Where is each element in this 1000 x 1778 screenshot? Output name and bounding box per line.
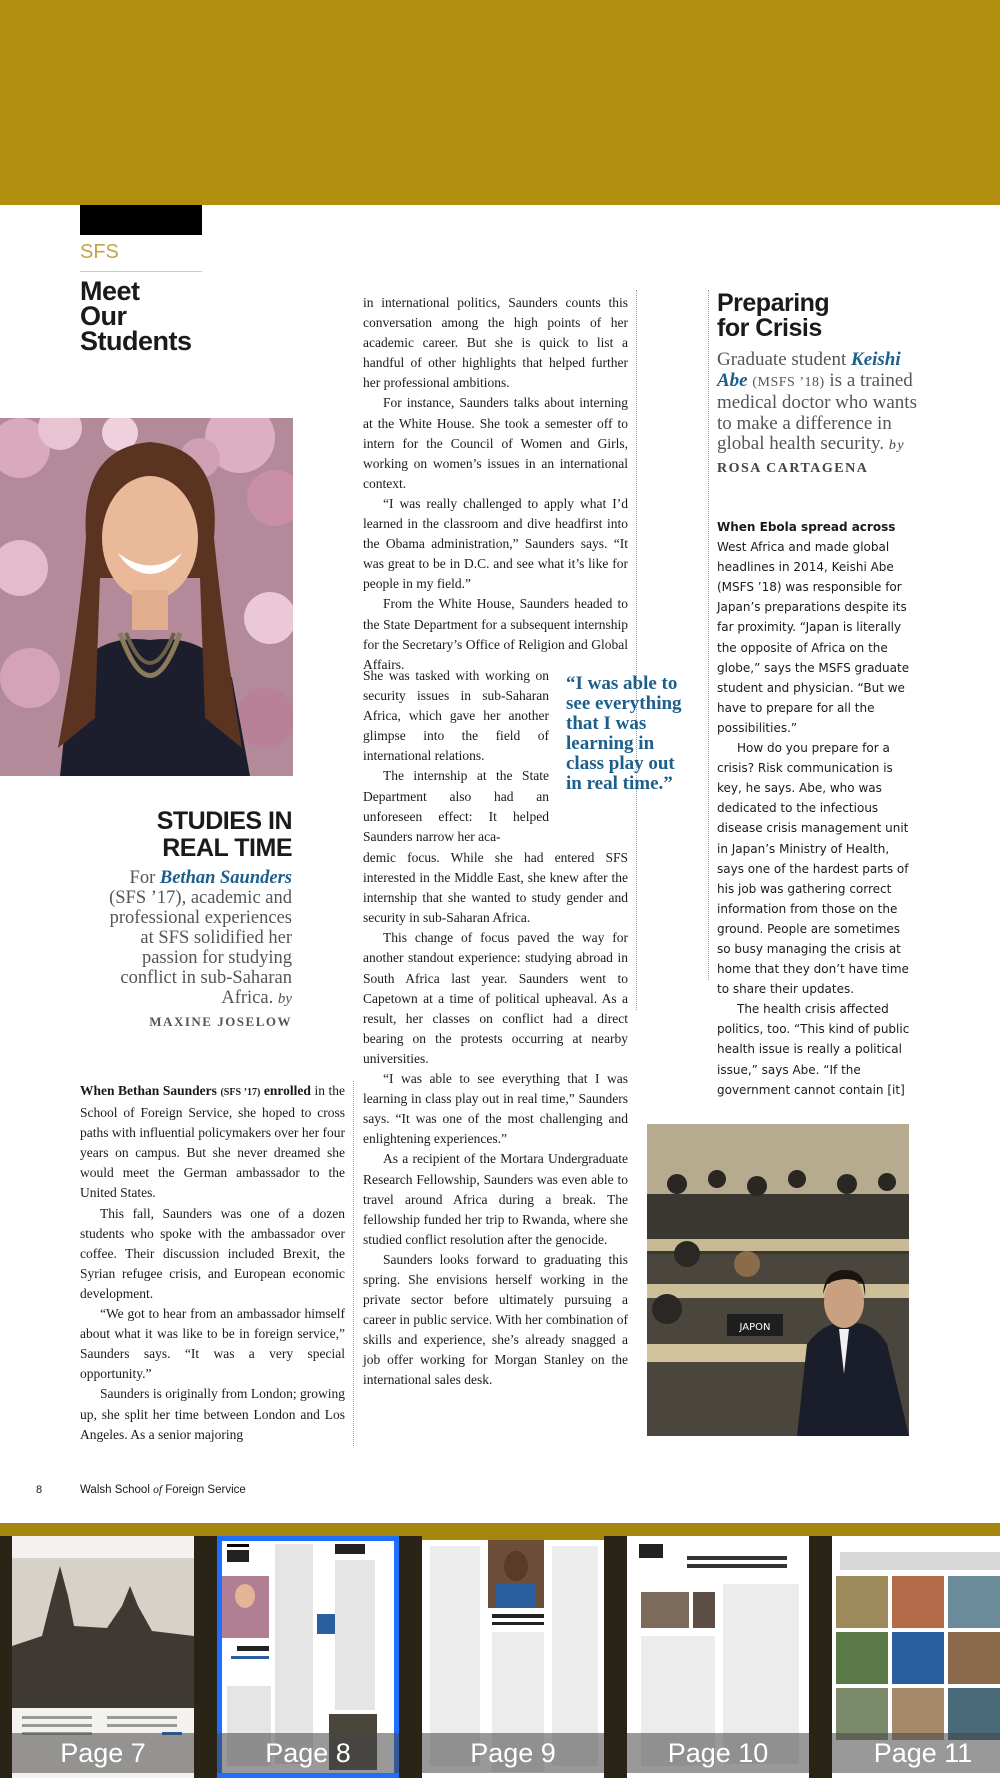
thumbnail-page-11[interactable] (832, 1536, 1000, 1778)
deck-text: (SFS ’17), academic and professional experiences at SFS solidified her passion for studying conflict in sub-Saharan Africa. (109, 888, 292, 1008)
lead-in: When Ebola spread across (717, 520, 896, 534)
thumbnail-page-7[interactable] (12, 1536, 194, 1778)
column-rule (708, 290, 709, 980)
thumbnail-label: Page 10 (627, 1733, 809, 1773)
body-paragraph: When Ebola spread across West Africa and made global headlines in 2014, Keishi Abe (MSFS ’18) was responsible for Japan’s preparations despite its far proximity. “Japan is literally the opposite of Africa on the globe,” says the MSFS graduate student and physician. “But we have to prepare for all the possibilities.” (717, 520, 910, 735)
reader-top-bar (0, 0, 1000, 205)
deck-prefix: Graduate student (717, 349, 847, 370)
byline-rosa: by ROSA CARTAGENA (717, 438, 906, 476)
body-column-left (80, 1081, 345, 1445)
deck-by: by (277, 991, 292, 1007)
body-paragraph: “I was really challenged to apply what I’d learned in the classroom and dive headfirst into the Obama administration,” Saunders says. “It was great to be in D.C. and see what it’s like for people in my field.” (363, 495, 628, 592)
deck-class: (MSFS ’18) (752, 374, 825, 390)
thumbnail-label: Page 7 (12, 1733, 194, 1773)
magazine-page (0, 205, 1000, 1523)
deck-text: is a trained medical doctor who wants to make a difference in global health security. (717, 369, 917, 454)
page-number: 8 (36, 1484, 43, 1496)
student-name-keishi: Keishi Abe (717, 349, 901, 391)
body-paragraph: She was tasked with working on security issues in sub-Saharan Africa, which gave her another glimpse into the field of international relations. (363, 668, 549, 764)
page-thumbnail-strip[interactable] (0, 1523, 1000, 1778)
body-paragraph: When Bethan Saunders (SFS ’17) enrolled in the School of Foreign Service, she hoped to cross paths with influential policymakers over her four years on campus. But she never dreamed she would meet the German ambassador to the United States. (80, 1083, 346, 1201)
story-deck-studies (92, 868, 292, 1009)
deck-prefix: For (129, 868, 156, 888)
column-rule (353, 1081, 354, 1446)
body-paragraph: The health crisis affected politics, too. “This kind of public health issue is really a political issue,” says Abe. “If the government cannot contain [it] (717, 1002, 910, 1097)
body-paragraph: This change of focus paved the way for another standout experience: studying abroad in South Africa last year. Saunders went to Capetown at a time of political upheaval. As a result, her classes on conflict had a direct bearing on the protests occurring at nearby universities. (363, 930, 628, 1066)
body-paragraph: Saunders looks forward to graduating this spring. She envisions herself working in the private sector before ultimately pursuing a career in public service. With her combination of skills and experience, she’s already snagged a job offer working for Morgan Stanley on the international sales desk. (363, 1251, 628, 1388)
publication-footer: Walsh School of Foreign Service (80, 1484, 246, 1496)
story-deck-crisis (717, 350, 917, 479)
body-paragraph: This fall, Saunders was one of a dozen students who spoke with the ambassador over coffee. Their discussion included Brexit, the Syrian refugee crisis, and European economic development. (80, 1205, 345, 1301)
body-paragraph: For instance, Saunders talks about interning at the White House. She took a semester off to intern for the Council of Women and Girls, working on women’s issues in an international context. (363, 395, 628, 491)
body-paragraph: demic focus. While she had entered SFS interested in the Middle East, she knew after the internship that she wanted to study gender and security in sub-Saharan Africa. (363, 850, 628, 926)
thumbnail-strip-header (0, 1523, 1000, 1536)
student-name-bethan: Bethan Saunders (159, 868, 292, 888)
section-tab-bar (80, 205, 202, 235)
thumbnail-page-9[interactable] (422, 1536, 604, 1778)
body-paragraph: “I was able to see everything that I was learning in class play out in real time,” Saunders says. “It was one of the most challenging and enlightening experiences.” (363, 1071, 628, 1147)
thumbnail-page-10[interactable] (627, 1536, 809, 1778)
keishi-abe-photo (647, 1124, 909, 1436)
story-title-studies: STUDIES IN REAL TIME (156, 807, 292, 862)
thumbnail-label: Page 9 (422, 1733, 604, 1773)
body-paragraph: in international politics, Saunders counts this conversation among the high points of her academic career. But she is quick to list a handful of other highlights that helped further her professional ambitions. (363, 295, 628, 391)
section-title: Meet Our Students (80, 276, 192, 356)
body-column-middle-bottom (363, 848, 628, 1391)
story-title-crisis: Preparing for Crisis (717, 289, 830, 342)
pull-quote: “I was able to see everything that I was learning in class play out in real time.” (566, 673, 682, 794)
thumbnail-label: Page 11 (832, 1733, 1000, 1773)
thumbnail-page-8[interactable] (217, 1536, 399, 1778)
body-column-right (717, 517, 912, 1100)
column-rule (636, 290, 637, 1010)
thumbnail-label: Page 8 (217, 1733, 399, 1773)
body-paragraph: Saunders is originally from London; growing up, she split her time between London and Los Angeles. As a senior majoring (80, 1386, 345, 1442)
bethan-saunders-photo (0, 418, 293, 776)
delegation-sign: JAPON (739, 1322, 771, 1333)
body-column-middle-top (363, 293, 628, 675)
byline-maxine: MAXINE JOSELOW (149, 1014, 292, 1029)
body-paragraph: How do you prepare for a crisis? Risk communication is key, he says. Abe, who was dedicated to the infectious disease crisis management unit in Japan’s Ministry of Health, says one of the hardest parts of his job was gathering correct information from those on the ground. People are sometimes so busy managing the crisis at home that they don’t have time to share their updates. (717, 741, 909, 997)
body-column-middle-narrow (363, 666, 549, 847)
section-label: SFS (80, 241, 119, 263)
lead-in: When Bethan Saunders (SFS ’17) enrolled (80, 1083, 311, 1098)
section-divider (80, 271, 202, 272)
body-paragraph: From the White House, Saunders headed to the State Department for a subsequent internship for the Secretary’s Office of Religion and Global Affairs. (363, 596, 628, 672)
body-paragraph: As a recipient of the Mortara Undergraduate Research Fellowship, Saunders was even able to travel around Africa during a break. The fellowship funded her trip to Rwanda, where she studied conflict resolution after the genocide. (363, 1151, 628, 1247)
body-paragraph: The internship at the State Department also had an unforeseen effect: It helped Saunders narrow her aca- (363, 768, 549, 844)
body-paragraph: “We got to hear from an ambassador himself about what it was like to be in foreign service,” Saunders says. “It was a very special opportunity.” (80, 1306, 345, 1382)
